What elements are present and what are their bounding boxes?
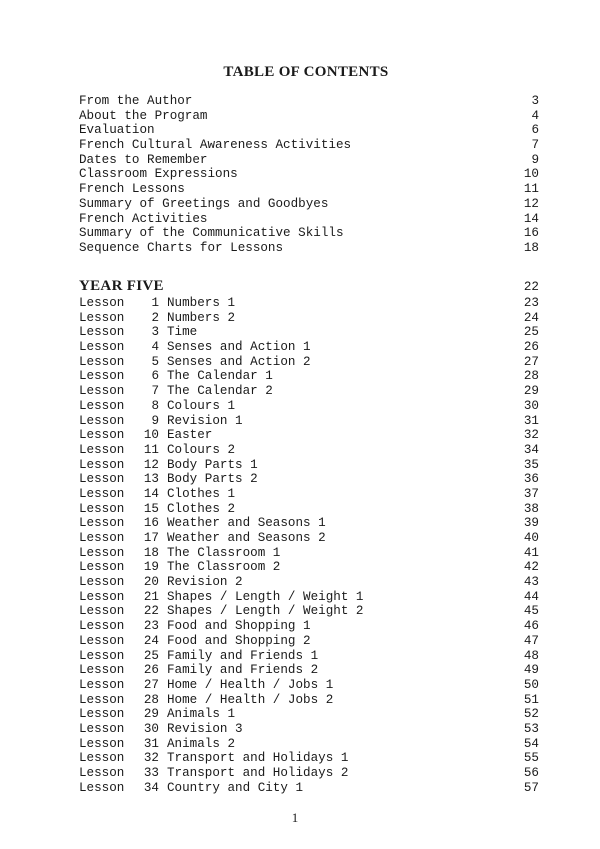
lesson-number: 14	[143, 486, 159, 501]
toc-entry-label: French Activities	[79, 211, 208, 226]
lesson-word: Lesson	[79, 545, 125, 560]
lesson-entry	[79, 325, 539, 340]
lesson-entry-label	[79, 649, 318, 664]
lesson-number: 4	[151, 340, 159, 355]
lesson-number: 32	[143, 751, 159, 766]
toc-entry-label: French Cultural Awareness Activities	[79, 138, 352, 153]
lesson-entry-label	[79, 516, 326, 531]
lesson-entry-label	[79, 340, 311, 355]
toc-entry	[79, 123, 539, 138]
lesson-title: Clothes 2	[167, 501, 236, 516]
lesson-entry	[79, 781, 539, 796]
lesson-number: 11	[143, 442, 159, 457]
lesson-entry	[79, 693, 539, 708]
lesson-entry	[79, 399, 539, 414]
lesson-number: 25	[143, 648, 159, 663]
lesson-page: 45	[523, 604, 539, 619]
lesson-title: Home / Health / Jobs 1	[167, 677, 334, 692]
lesson-number: 31	[143, 736, 159, 751]
lesson-number: 17	[143, 531, 159, 545]
lesson-entry-label	[79, 619, 311, 634]
lesson-entry-label	[79, 546, 280, 561]
toc-entry-page: 16	[523, 226, 539, 241]
lesson-page: 49	[523, 663, 539, 678]
lesson-number: 5	[151, 354, 159, 369]
lesson-number: 30	[143, 721, 159, 736]
lesson-title: The Calendar 1	[167, 369, 273, 384]
lesson-entry	[79, 575, 539, 590]
lesson-entry	[79, 634, 539, 649]
lesson-entry	[79, 516, 539, 531]
lesson-number: 19	[143, 560, 159, 575]
lesson-page: 28	[523, 369, 539, 384]
lesson-page: 43	[523, 575, 539, 590]
lesson-entry	[79, 369, 539, 384]
lesson-title: Body Parts 1	[167, 457, 258, 472]
lesson-page: 51	[523, 692, 539, 707]
lesson-page: 36	[523, 472, 539, 487]
lesson-entry-label	[79, 560, 280, 575]
lesson-entry	[79, 619, 539, 634]
front-matter-list	[79, 94, 539, 256]
lesson-number: 21	[143, 589, 159, 604]
lesson-entry-label	[79, 737, 235, 752]
lesson-title: The Calendar 2	[167, 384, 273, 399]
lesson-number: 24	[143, 633, 159, 648]
lesson-entry	[79, 663, 539, 678]
toc-entry-label: About the Program	[79, 108, 208, 123]
lesson-entry-label	[79, 487, 235, 502]
toc-entry-page: 10	[523, 167, 539, 182]
lesson-page: 38	[523, 501, 539, 516]
lesson-word: Lesson	[79, 560, 125, 575]
lesson-title: Shapes / Length / Weight 2	[167, 604, 364, 619]
lesson-entry	[79, 604, 539, 619]
lesson-word: Lesson	[79, 751, 125, 766]
lesson-entry	[79, 414, 539, 429]
lesson-entry-label	[79, 399, 235, 414]
page-number: 1	[291, 810, 299, 825]
page-title: TABLE OF CONTENTS	[223, 64, 389, 80]
lesson-word: Lesson	[79, 619, 125, 634]
lesson-page: 55	[523, 751, 539, 766]
lesson-entry-label	[79, 384, 273, 399]
lesson-entry	[79, 751, 539, 766]
lesson-word: Lesson	[79, 766, 125, 780]
lesson-entry	[79, 590, 539, 605]
lesson-number: 34	[143, 780, 159, 795]
lesson-page: 52	[523, 707, 539, 722]
lesson-page: 40	[523, 531, 539, 545]
lesson-title: Colours 1	[167, 398, 236, 413]
lesson-page: 23	[523, 296, 539, 310]
toc-entry-page: 9	[531, 152, 539, 167]
toc-entry	[79, 167, 539, 182]
lesson-word: Lesson	[79, 310, 125, 325]
lesson-word: Lesson	[79, 340, 125, 355]
lesson-entry-label	[79, 604, 364, 619]
lesson-entry	[79, 502, 539, 517]
lesson-entry-label	[79, 502, 235, 517]
toc-entry-page: 3	[531, 94, 539, 108]
lesson-word: Lesson	[79, 457, 125, 472]
lesson-entry-label	[79, 458, 258, 473]
lesson-entry-label	[79, 414, 243, 429]
lesson-word: Lesson	[79, 442, 125, 457]
lesson-number: 15	[143, 501, 159, 516]
lesson-word: Lesson	[79, 648, 125, 663]
lesson-page: 44	[523, 589, 539, 604]
lesson-number: 7	[151, 384, 159, 399]
lesson-entry-label	[79, 325, 197, 340]
lesson-page: 42	[523, 560, 539, 575]
lesson-number: 27	[143, 677, 159, 692]
lesson-number: 33	[143, 766, 159, 780]
lesson-page: 48	[523, 648, 539, 663]
lesson-entry-label	[79, 722, 243, 737]
toc-entry-label: Evaluation	[79, 123, 155, 138]
lesson-entry	[79, 560, 539, 575]
lesson-entry	[79, 384, 539, 399]
lesson-title: Home / Health / Jobs 2	[167, 692, 334, 707]
lesson-entry	[79, 737, 539, 752]
lesson-entry	[79, 487, 539, 502]
lesson-page: 30	[523, 398, 539, 413]
lesson-number: 29	[143, 707, 159, 722]
lesson-number: 8	[151, 398, 159, 413]
lesson-title: Transport and Holidays 2	[167, 766, 349, 780]
lesson-entry-label	[79, 766, 348, 781]
year-five-heading: YEAR FIVE	[79, 278, 164, 294]
lesson-word: Lesson	[79, 604, 125, 619]
lesson-entry-label	[79, 369, 273, 384]
lesson-page: 24	[523, 310, 539, 325]
lesson-entry	[79, 340, 539, 355]
lesson-entry	[79, 443, 539, 458]
lesson-page: 47	[523, 633, 539, 648]
lesson-entry	[79, 472, 539, 487]
toc-entry-page: 12	[523, 196, 539, 211]
lesson-entry-label	[79, 575, 243, 590]
lesson-entry	[79, 458, 539, 473]
lesson-entry	[79, 296, 539, 311]
lesson-page: 34	[523, 442, 539, 457]
lesson-title: Revision 2	[167, 575, 243, 590]
lesson-entry-label	[79, 781, 303, 796]
lesson-word: Lesson	[79, 575, 125, 590]
lesson-word: Lesson	[79, 486, 125, 501]
lesson-number: 9	[151, 413, 159, 428]
lesson-word: Lesson	[79, 633, 125, 648]
lesson-title: The Classroom 1	[167, 545, 281, 560]
toc-entry	[79, 182, 539, 197]
lesson-title: Transport and Holidays 1	[167, 751, 349, 766]
toc-entry-page: 4	[531, 108, 539, 123]
lesson-word: Lesson	[79, 721, 125, 736]
toc-entry	[79, 212, 539, 227]
toc-entry-label: French Lessons	[79, 182, 185, 197]
lesson-number: 23	[143, 619, 159, 634]
lesson-entry	[79, 649, 539, 664]
lesson-page: 27	[523, 354, 539, 369]
toc-entry-label: Classroom Expressions	[79, 167, 238, 182]
lesson-entry-label	[79, 296, 235, 311]
lesson-word: Lesson	[79, 589, 125, 604]
lesson-number: 2	[151, 310, 159, 325]
lesson-page: 46	[523, 619, 539, 634]
toc-entry-page: 14	[523, 211, 539, 226]
toc-entry-page: 18	[523, 240, 539, 255]
lesson-entry	[79, 766, 539, 781]
toc-entry-label: From the Author	[79, 94, 193, 108]
lesson-word: Lesson	[79, 736, 125, 751]
toc-entry	[79, 109, 539, 124]
lesson-title: Animals 2	[167, 736, 236, 751]
lesson-entry	[79, 428, 539, 443]
lesson-word: Lesson	[79, 531, 125, 545]
lesson-title: Revision 3	[167, 721, 243, 736]
lesson-page: 31	[523, 413, 539, 428]
lesson-word: Lesson	[79, 692, 125, 707]
lesson-title: Shapes / Length / Weight 1	[167, 589, 364, 604]
lesson-word: Lesson	[79, 413, 125, 428]
lesson-title: The Classroom 2	[167, 560, 281, 575]
lesson-title: Body Parts 2	[167, 472, 258, 487]
lesson-title: Country and City 1	[167, 780, 304, 795]
lesson-number: 16	[143, 516, 159, 531]
lesson-number: 20	[143, 575, 159, 590]
lesson-title: Numbers 2	[167, 310, 236, 325]
lesson-word: Lesson	[79, 707, 125, 722]
lesson-number: 13	[143, 472, 159, 487]
lesson-entry-label	[79, 355, 311, 370]
toc-entry	[79, 138, 539, 153]
toc-entry-page: 11	[523, 182, 539, 197]
toc-entry	[79, 153, 539, 168]
lesson-number: 3	[151, 325, 159, 340]
year-five-section	[79, 279, 539, 795]
lesson-number: 18	[143, 545, 159, 560]
lesson-page: 56	[523, 766, 539, 780]
lesson-entry-label	[79, 634, 311, 649]
lesson-word: Lesson	[79, 384, 125, 399]
toc-entry	[79, 226, 539, 241]
toc-entry-page: 6	[531, 123, 539, 138]
lesson-page: 35	[523, 457, 539, 472]
lesson-number: 1	[151, 296, 159, 310]
lesson-title: Senses and Action 1	[167, 340, 311, 355]
lesson-entry-label	[79, 531, 326, 546]
lesson-title: Family and Friends 2	[167, 663, 319, 678]
lesson-page: 53	[523, 721, 539, 736]
lesson-entry-label	[79, 678, 333, 693]
year-five-page-number: 22	[523, 280, 539, 294]
lesson-title: Numbers 1	[167, 296, 236, 310]
lesson-title: Food and Shopping 2	[167, 633, 311, 648]
lesson-entry	[79, 678, 539, 693]
lesson-title: Weather and Seasons 2	[167, 531, 326, 545]
lesson-page: 32	[523, 428, 539, 443]
lesson-word: Lesson	[79, 472, 125, 487]
lesson-title: Revision 1	[167, 413, 243, 428]
toc-entry-label: Summary of the Communicative Skills	[79, 226, 344, 241]
lesson-title: Food and Shopping 1	[167, 619, 311, 634]
lesson-page: 26	[523, 340, 539, 355]
lesson-title: Colours 2	[167, 442, 236, 457]
lesson-number: 10	[143, 428, 159, 443]
lesson-entry	[79, 546, 539, 561]
toc-entry-label: Dates to Remember	[79, 152, 208, 167]
toc-entry	[79, 94, 539, 109]
lesson-page: 25	[523, 325, 539, 340]
lesson-title: Time	[167, 325, 198, 340]
toc-entry-page: 7	[531, 138, 539, 153]
lesson-number: 22	[143, 604, 159, 619]
lesson-word: Lesson	[79, 354, 125, 369]
lesson-entry-label	[79, 751, 348, 766]
lesson-word: Lesson	[79, 780, 125, 795]
toc-entry-label: Sequence Charts for Lessons	[79, 240, 284, 255]
lesson-entry	[79, 311, 539, 326]
lesson-page: 39	[523, 516, 539, 531]
lesson-word: Lesson	[79, 369, 125, 384]
lesson-entry-label	[79, 663, 318, 678]
lesson-entry-label	[79, 428, 212, 443]
lesson-word: Lesson	[79, 677, 125, 692]
lesson-title: Easter	[167, 428, 213, 443]
lesson-page: 41	[523, 545, 539, 560]
lesson-title: Senses and Action 2	[167, 354, 311, 369]
lesson-title: Weather and Seasons 1	[167, 516, 326, 531]
lesson-word: Lesson	[79, 516, 125, 531]
lesson-word: Lesson	[79, 501, 125, 516]
lesson-page: 50	[523, 677, 539, 692]
lesson-page: 29	[523, 384, 539, 399]
toc-entry	[79, 241, 539, 256]
lesson-word: Lesson	[79, 325, 125, 340]
year-five-heading-row	[79, 279, 539, 296]
lesson-entry-label	[79, 472, 258, 487]
lesson-entry-label	[79, 707, 235, 722]
lesson-number: 28	[143, 692, 159, 707]
lesson-number: 6	[151, 369, 159, 384]
lesson-title: Clothes 1	[167, 486, 236, 501]
lesson-word: Lesson	[79, 428, 125, 443]
lesson-entry-label	[79, 590, 364, 605]
lesson-entry	[79, 355, 539, 370]
lesson-entry	[79, 722, 539, 737]
toc-entry	[79, 197, 539, 212]
lesson-entry	[79, 707, 539, 722]
lesson-entry-label	[79, 443, 235, 458]
lesson-word: Lesson	[79, 296, 125, 310]
lesson-number: 12	[143, 457, 159, 472]
lesson-page: 37	[523, 486, 539, 501]
toc-entry-label: Summary of Greetings and Goodbyes	[79, 196, 329, 211]
lesson-title: Animals 1	[167, 707, 236, 722]
lesson-word: Lesson	[79, 663, 125, 678]
lesson-word: Lesson	[79, 398, 125, 413]
lesson-entry-label	[79, 693, 333, 708]
lesson-page: 57	[523, 780, 539, 795]
lesson-title: Family and Friends 1	[167, 648, 319, 663]
lesson-page: 54	[523, 736, 539, 751]
lesson-entry	[79, 531, 539, 546]
lesson-entry-label	[79, 311, 235, 326]
lesson-number: 26	[143, 663, 159, 678]
